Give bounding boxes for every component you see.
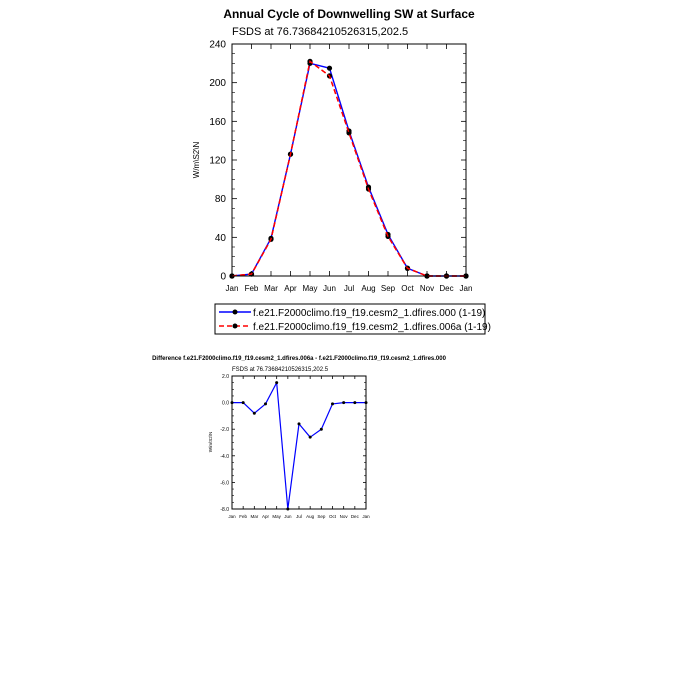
x-tick-label: Sep — [317, 514, 326, 519]
x-tick-label: Aug — [306, 514, 315, 519]
x-tick-label: Jun — [284, 514, 292, 519]
y-tick-label: 240 — [209, 39, 226, 51]
difference-y-tick-labels — [220, 374, 229, 513]
difference-y-axis-label: W/m\S2\N — [208, 431, 213, 453]
y-tick-label: 160 — [209, 116, 226, 128]
x-tick-label: Apr — [261, 514, 270, 519]
y-tick-label: -6.0 — [220, 480, 229, 487]
y-tick-label: -2.0 — [220, 427, 229, 434]
series-1-point — [342, 401, 345, 404]
series-1-point — [353, 401, 356, 404]
y-tick-label: 0.0 — [222, 400, 229, 407]
x-tick-label: Dec — [439, 284, 454, 293]
series-1-point — [309, 436, 312, 439]
x-tick-label: Jan — [225, 284, 239, 293]
difference-x-ticks — [232, 376, 366, 509]
x-tick-label: May — [272, 514, 281, 519]
legend-label-series-2: f.e21.F2000climo.f19_f19.cesm2_1.dfires.006a (1-19) — [253, 322, 491, 333]
main-series-group — [229, 59, 468, 279]
difference-y-ticks — [232, 376, 366, 509]
main-y-tick-labels — [209, 40, 226, 283]
x-tick-label: Apr — [284, 284, 297, 293]
x-tick-label: Jan — [459, 284, 473, 293]
x-tick-label: Jun — [323, 284, 336, 293]
x-tick-label: Jan — [362, 514, 370, 519]
series-line-2 — [232, 61, 466, 276]
difference-chart-subtitle: FSDS at 76.73684210526315,202.5 — [232, 367, 329, 373]
main-x-tick-labels — [226, 284, 473, 293]
series-1-point — [298, 422, 301, 425]
series-line-2-overlay — [232, 61, 466, 276]
x-tick-label: Nov — [419, 284, 435, 293]
difference-series-group — [231, 381, 368, 510]
series-1-point — [242, 401, 245, 404]
series-line-1 — [232, 63, 466, 276]
series-1-point — [331, 402, 334, 405]
series-1-point — [264, 402, 267, 405]
main-y-ticks — [232, 44, 466, 276]
y-tick-label: -4.0 — [220, 453, 229, 460]
y-tick-label: -8.0 — [220, 507, 229, 513]
difference-plot-frame — [232, 376, 366, 509]
y-tick-label: 0 — [220, 271, 226, 283]
x-tick-label: Aug — [361, 284, 376, 293]
main-chart-subtitle: FSDS at 76.73684210526315,202.5 — [232, 26, 409, 38]
series-1-point — [327, 66, 332, 71]
main-x-ticks — [232, 44, 466, 276]
x-tick-label: Oct — [401, 284, 414, 293]
y-tick-label: 200 — [209, 78, 226, 90]
x-tick-label: Feb — [239, 514, 248, 519]
difference-x-tick-labels — [228, 514, 370, 519]
x-tick-label: Mar — [250, 514, 259, 519]
x-tick-label: Feb — [244, 284, 259, 293]
series-1-point — [320, 428, 323, 431]
x-tick-label: Nov — [339, 514, 348, 519]
series-1-point — [253, 412, 256, 415]
series-line-1 — [232, 383, 366, 509]
y-tick-label: 80 — [214, 194, 226, 206]
main-chart-title: Annual Cycle of Downwelling SW at Surface — [223, 7, 475, 21]
difference-chart — [152, 356, 447, 519]
x-tick-label: Mar — [264, 284, 278, 293]
x-tick-label: Jul — [343, 284, 355, 293]
x-tick-label: Dec — [350, 514, 359, 519]
x-tick-label: Sep — [380, 284, 396, 293]
y-tick-label: 40 — [214, 232, 226, 244]
y-tick-label: 2.0 — [222, 374, 229, 380]
main-plot-frame — [232, 44, 466, 276]
x-tick-label: Jul — [296, 514, 302, 519]
difference-chart-title: Difference f.e21.F2000climo.f19_f19.cesm2_1.dfires.006a - f.e21.F2000climo.f19_f19.cesm2_1.dfires.000 — [152, 356, 446, 362]
main-y-axis-label: W/m\S2\N — [192, 141, 201, 179]
series-1-point — [275, 381, 278, 384]
legend-marker-series-1 — [233, 310, 238, 315]
legend — [215, 304, 491, 334]
x-tick-label: Oct — [328, 514, 337, 519]
x-tick-label: May — [302, 284, 318, 293]
y-tick-label: 120 — [209, 155, 226, 167]
x-tick-label: Jan — [228, 514, 236, 519]
legend-marker-series-2 — [233, 324, 238, 329]
main-chart — [192, 7, 475, 293]
legend-label-series-1: f.e21.F2000climo.f19_f19.cesm2_1.dfires.000 (1-19) — [253, 308, 486, 319]
